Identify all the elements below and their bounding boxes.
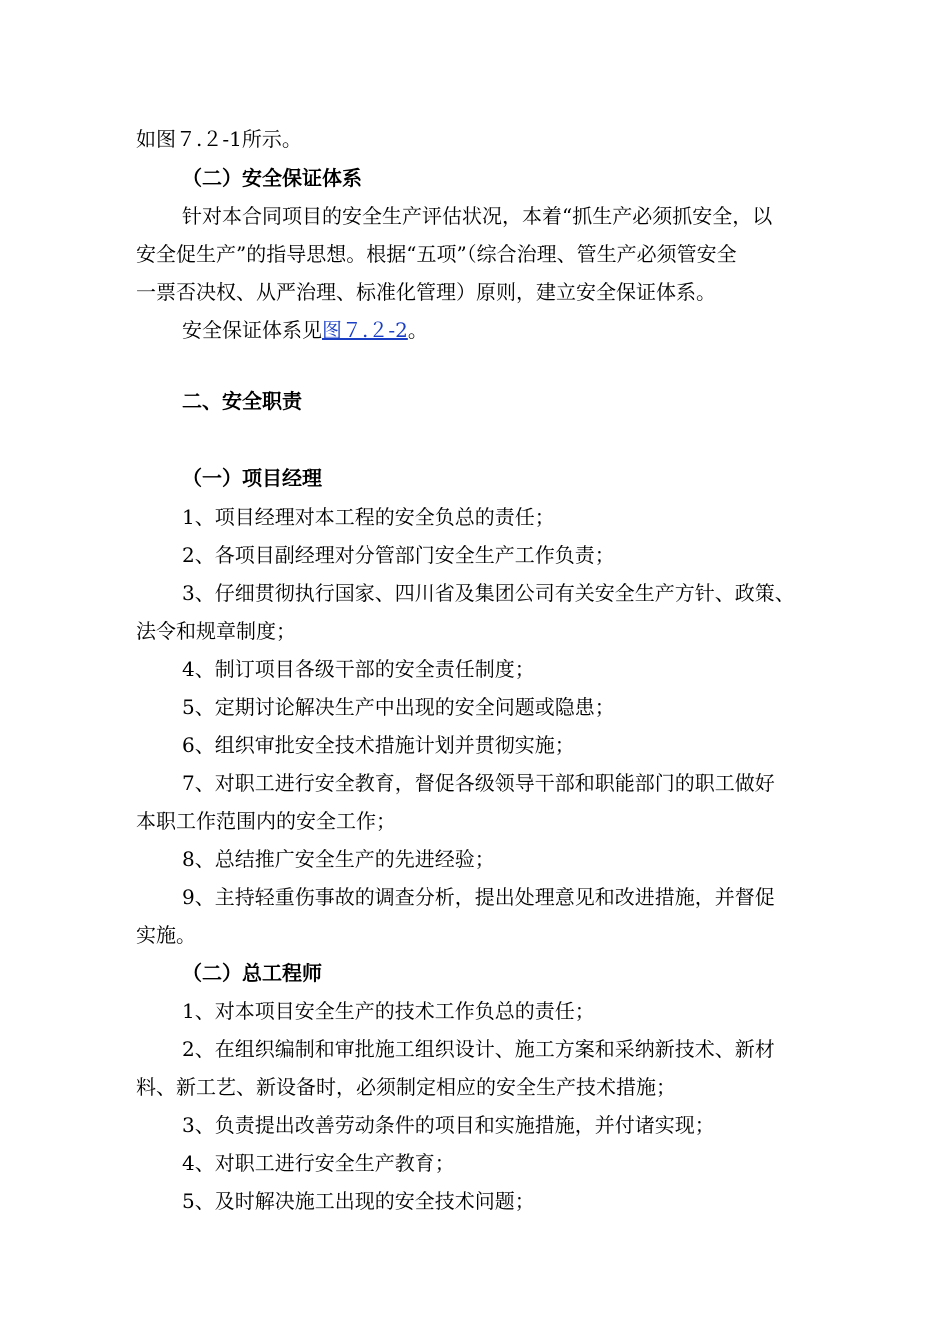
paragraph-intro-tail: 如图７.２-1所示。 <box>136 127 302 151</box>
pm-item-3-line-1: 3、仔细贯彻执行国家、四川省及集团公司有关安全生产方针、政策、 <box>182 581 795 605</box>
ce-item-2-line-2: 料、新工艺、新设备时，必须制定相应的安全生产技术措施； <box>136 1075 676 1099</box>
pm-item-5: 5、定期讨论解决生产中出现的安全问题或隐患； <box>182 695 615 719</box>
pm-item-2: 2、各项目副经理对分管部门安全生产工作负责； <box>182 543 615 567</box>
heading-section-2-safety-duties: 二、安全职责 <box>182 389 302 413</box>
heading-chief-engineer: （二）总工程师 <box>182 961 322 985</box>
paragraph-safety-system-line-2: 安全促生产”的指导思想。根据“五项”（综合治理、管生产必须管安全 <box>136 242 737 266</box>
pm-item-7-line-1: 7、对职工进行安全教育，督促各级领导干部和职能部门的职工做好 <box>182 771 775 795</box>
pm-item-6: 6、组织审批安全技术措施计划并贯彻实施； <box>182 733 575 757</box>
ce-item-1: 1、对本项目安全生产的技术工作负总的责任； <box>182 999 595 1023</box>
pm-item-7-line-2: 本职工作范围内的安全工作； <box>136 809 396 833</box>
pm-item-1: 1、项目经理对本工程的安全负总的责任； <box>182 505 555 529</box>
figure-7-2-2-link[interactable]: 图７.２-2 <box>322 318 408 342</box>
ce-item-5: 5、及时解决施工出现的安全技术问题； <box>182 1189 535 1213</box>
pm-item-8: 8、总结推广安全生产的先进经验； <box>182 847 495 871</box>
pm-item-9-line-2: 实施。 <box>136 923 196 947</box>
pm-item-3-line-2: 法令和规章制度； <box>136 619 296 643</box>
ce-item-3: 3、负责提出改善劳动条件的项目和实施措施，并付诸实现； <box>182 1113 715 1137</box>
paragraph-safety-system-line-1: 针对本合同项目的安全生产评估状况，本着“抓生产必须抓安全，以 <box>182 204 773 228</box>
paragraph-safety-system-line-3: 一票否决权、从严治理、标准化管理）原则，建立安全保证体系。 <box>136 280 716 304</box>
heading-project-manager: （一）项目经理 <box>182 466 322 490</box>
see-figure-suffix: 。 <box>407 318 428 342</box>
ce-item-4: 4、对职工进行安全生产教育； <box>182 1151 455 1175</box>
see-figure-prefix: 安全保证体系见 <box>182 318 322 342</box>
ce-item-2-line-1: 2、在组织编制和审批施工组织设计、施工方案和采纳新技术、新材 <box>182 1037 775 1061</box>
heading-safety-system: （二）安全保证体系 <box>182 166 362 190</box>
paragraph-see-figure <box>182 317 428 343</box>
pm-item-4: 4、制订项目各级干部的安全责任制度； <box>182 657 535 681</box>
pm-item-9-line-1: 9、主持轻重伤事故的调查分析，提出处理意见和改进措施，并督促 <box>182 885 775 909</box>
